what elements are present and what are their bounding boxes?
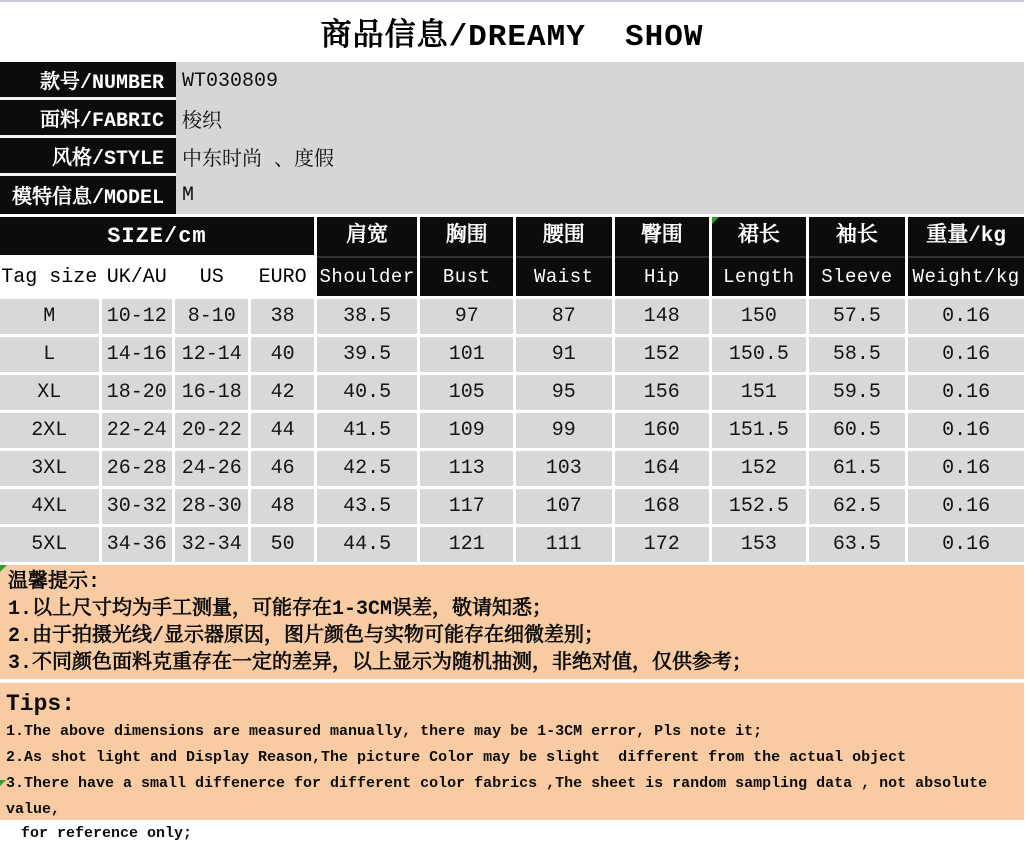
table-cell: 38 [251, 299, 313, 334]
info-label-fabric: 面料/FABRIC [0, 100, 176, 138]
cn-tips-line-1: 1.以上尺寸均为手工测量，可能存在1-3CM误差，敬请知悉； [8, 598, 553, 621]
info-value-number: WT030809 [182, 69, 279, 93]
table-cell: 97 [420, 299, 513, 334]
header-sleeve-en: Sleeve [821, 266, 893, 288]
table-cell: 111 [516, 527, 612, 562]
table-cell: 164 [615, 451, 710, 486]
info-label-model: 模特信息/MODEL [0, 176, 176, 214]
title-bar [0, 0, 1024, 62]
size-table [0, 214, 1027, 565]
table-cell: 20-22 [175, 413, 248, 448]
table-cell: 0.16 [908, 375, 1024, 410]
header-shoulder-zh: 肩宽 [317, 217, 418, 258]
table-cell: 39.5 [317, 337, 418, 372]
header-bust [420, 217, 513, 296]
table-cell: 152 [615, 337, 710, 372]
table-cell: 24-26 [175, 451, 248, 486]
table-cell: 48 [251, 489, 313, 524]
header-waist [516, 217, 612, 296]
table-cell: 60.5 [809, 413, 906, 448]
en-tips-line-2: 2.As shot light and Display Reason,The picture Color may be slight different from the actual object [6, 749, 907, 766]
table-cell: 101 [420, 337, 513, 372]
header-hip-zh: 臀围 [615, 217, 710, 258]
table-cell: 59.5 [809, 375, 906, 410]
header-shoulder [317, 217, 418, 296]
table-cell: 30-32 [102, 489, 172, 524]
table-cell: 0.16 [908, 451, 1024, 486]
table-cell: 42.5 [317, 451, 418, 486]
product-info-section [0, 62, 1024, 214]
comment-marker-icon [0, 780, 6, 786]
header-row-top [0, 217, 1024, 255]
table-cell: 172 [615, 527, 710, 562]
table-cell: 87 [516, 299, 612, 334]
table-cell: 28-30 [175, 489, 248, 524]
cn-tips-line-2: 2.由于拍摄光线/显示器原因，图片颜色与实物可能存在细微差别； [8, 625, 605, 648]
table-cell: 153 [712, 527, 806, 562]
table-cell: 148 [615, 299, 710, 334]
table-cell: 150 [712, 299, 806, 334]
header-tag-size: Tag size [0, 258, 99, 296]
header-weight-zh: 重量/kg [908, 217, 1024, 258]
table-cell: 58.5 [809, 337, 906, 372]
table-cell: 99 [516, 413, 612, 448]
row-size-label: M [0, 299, 99, 334]
table-cell: 16-18 [175, 375, 248, 410]
table-cell: 34-36 [102, 527, 172, 562]
table-cell: 44.5 [317, 527, 418, 562]
table-cell: 41.5 [317, 413, 418, 448]
table-cell: 0.16 [908, 489, 1024, 524]
table-cell: 63.5 [809, 527, 906, 562]
header-weight [908, 217, 1024, 296]
info-row-style [0, 138, 1024, 176]
header-uk-au: UK/AU [102, 258, 172, 296]
table-cell: 8-10 [175, 299, 248, 334]
en-tips-heading: Tips: [6, 691, 76, 717]
table-cell: 50 [251, 527, 313, 562]
table-cell: 151.5 [712, 413, 806, 448]
size-table-body [0, 299, 1024, 562]
header-us: US [175, 258, 248, 296]
table-cell: 152.5 [712, 489, 806, 524]
header-length-zh: 裙长 [712, 217, 806, 258]
info-row-model [0, 176, 1024, 214]
table-row [0, 451, 1024, 486]
info-row-fabric [0, 100, 1024, 138]
table-cell: 44 [251, 413, 313, 448]
table-cell: 12-14 [175, 337, 248, 372]
en-tips-line-3: 3.There have a small diffenerce for different color fabrics ,The sheet is random sampling data , not absolute value, [6, 775, 997, 818]
table-row [0, 375, 1024, 410]
table-cell: 10-12 [102, 299, 172, 334]
cn-tips-heading: 温馨提示: [8, 571, 101, 594]
table-cell: 43.5 [317, 489, 418, 524]
table-cell: 61.5 [809, 451, 906, 486]
header-bust-zh: 胸围 [420, 217, 513, 258]
table-cell: 152 [712, 451, 806, 486]
row-size-label: 2XL [0, 413, 99, 448]
info-row-number [0, 62, 1024, 100]
table-cell: 46 [251, 451, 313, 486]
page-title: 商品信息/DREAMY SHOW [320, 20, 704, 55]
table-cell: 150.5 [712, 337, 806, 372]
header-weight-en: Weight/kg [912, 266, 1020, 288]
header-hip [615, 217, 710, 296]
header-shoulder-en: Shoulder [319, 266, 415, 288]
table-cell: 105 [420, 375, 513, 410]
info-value-model: M [182, 183, 195, 207]
table-cell: 42 [251, 375, 313, 410]
row-size-label: XL [0, 375, 99, 410]
table-row [0, 489, 1024, 524]
table-cell: 168 [615, 489, 710, 524]
comment-marker-icon [712, 217, 719, 224]
info-label-number: 款号/NUMBER [0, 62, 176, 100]
table-row [0, 527, 1024, 562]
table-row [0, 413, 1024, 448]
table-cell: 0.16 [908, 413, 1024, 448]
en-tips-line-1: 1.The above dimensions are measured manually, there may be 1-3CM error, Pls note it; [6, 723, 763, 740]
table-cell: 62.5 [809, 489, 906, 524]
table-cell: 107 [516, 489, 612, 524]
table-cell: 22-24 [102, 413, 172, 448]
table-row [0, 337, 1024, 372]
table-cell: 57.5 [809, 299, 906, 334]
table-cell: 95 [516, 375, 612, 410]
table-cell: 117 [420, 489, 513, 524]
info-label-style: 风格/STYLE [0, 138, 176, 176]
table-cell: 40 [251, 337, 313, 372]
table-cell: 32-34 [175, 527, 248, 562]
table-row [0, 299, 1024, 334]
header-euro: EURO [251, 258, 313, 296]
table-cell: 109 [420, 413, 513, 448]
table-cell: 121 [420, 527, 513, 562]
header-bust-en: Bust [442, 266, 491, 288]
row-size-label: 5XL [0, 527, 99, 562]
header-sleeve-zh: 袖长 [809, 217, 906, 258]
row-size-label: 4XL [0, 489, 99, 524]
header-length [712, 217, 806, 296]
table-cell: 103 [516, 451, 612, 486]
table-cell: 26-28 [102, 451, 172, 486]
table-cell: 0.16 [908, 527, 1024, 562]
row-size-label: 3XL [0, 451, 99, 486]
table-cell: 151 [712, 375, 806, 410]
header-waist-en: Waist [533, 266, 594, 288]
table-cell: 40.5 [317, 375, 418, 410]
table-cell: 38.5 [317, 299, 418, 334]
table-cell: 0.16 [908, 337, 1024, 372]
en-tips-line-3-continuation: for reference only; [21, 825, 193, 842]
en-tips-section [0, 683, 1024, 842]
table-cell: 18-20 [102, 375, 172, 410]
row-size-label: L [0, 337, 99, 372]
header-length-en: Length [723, 266, 795, 288]
table-cell: 160 [615, 413, 710, 448]
table-cell: 14-16 [102, 337, 172, 372]
cn-tips-line-3: 3.不同颜色面料克重存在一定的差异，以上显示为随机抽测，非绝对值，仅供参考； [8, 652, 753, 675]
table-cell: 156 [615, 375, 710, 410]
size-cm-header: SIZE/cm [0, 217, 314, 255]
table-cell: 91 [516, 337, 612, 372]
header-sleeve [809, 217, 906, 296]
comment-marker-icon [0, 565, 7, 572]
header-waist-zh: 腰围 [516, 217, 612, 258]
info-value-style: 中东时尚 、度假 [182, 149, 335, 172]
header-hip-en: Hip [643, 266, 680, 288]
table-cell: 0.16 [908, 299, 1024, 334]
cn-tips-section [0, 565, 1024, 679]
table-cell: 113 [420, 451, 513, 486]
info-value-fabric: 梭织 [182, 111, 222, 134]
